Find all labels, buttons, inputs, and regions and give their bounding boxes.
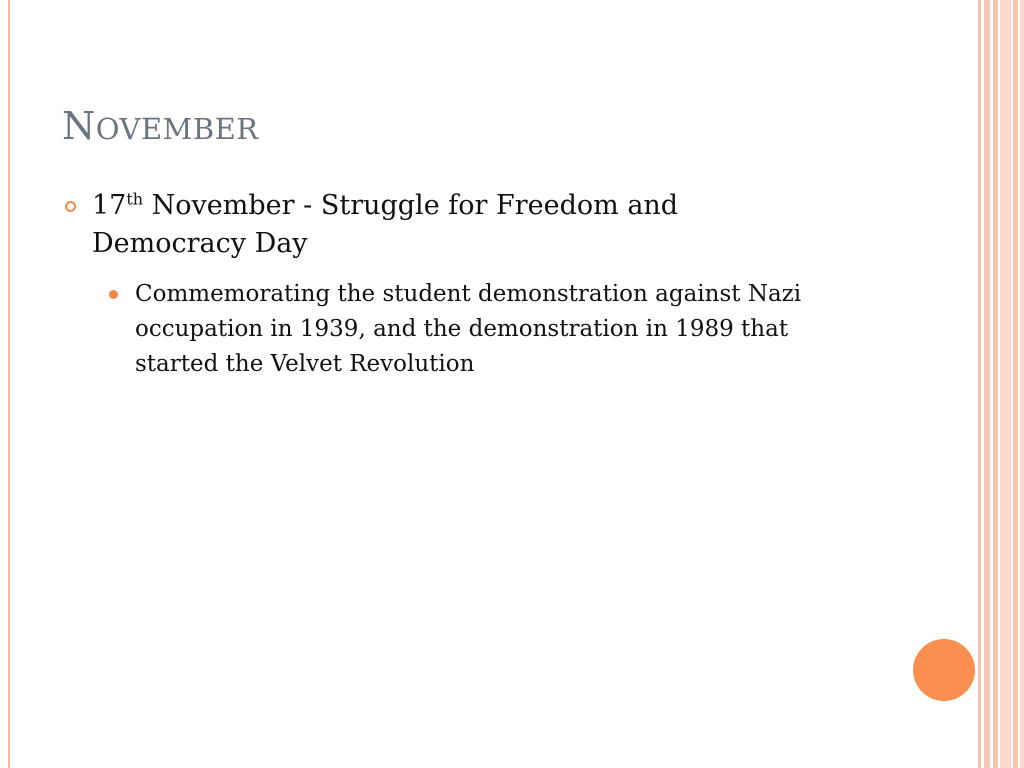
right-decorative-stripe xyxy=(1020,0,1024,768)
decorative-circle xyxy=(913,639,975,701)
bullet-text xyxy=(92,187,812,263)
bullet-main-text: November - Struggle for Freedom and Democracy Day xyxy=(92,190,679,259)
sub-bullet-dot-icon xyxy=(109,290,118,299)
title-initial: N xyxy=(62,104,96,148)
right-decorative-stripe xyxy=(984,0,990,768)
title-rest: OVEMBER xyxy=(95,112,259,146)
right-decorative-stripe xyxy=(1013,0,1018,768)
right-decorative-stripe xyxy=(993,0,998,768)
slide-title xyxy=(62,104,259,148)
day-suffix: th xyxy=(126,189,144,209)
sub-bullet-text: Commemorating the student demonstration against Nazi occupation in 1939, and the demonstration in 1989 that started the Velvet Revolution xyxy=(135,281,802,377)
day-number: 17 xyxy=(92,190,127,221)
right-decorative-stripe xyxy=(1000,0,1011,768)
bullet-ring-icon xyxy=(65,201,76,212)
right-decorative-stripe xyxy=(978,0,981,768)
left-border-line xyxy=(8,0,10,768)
